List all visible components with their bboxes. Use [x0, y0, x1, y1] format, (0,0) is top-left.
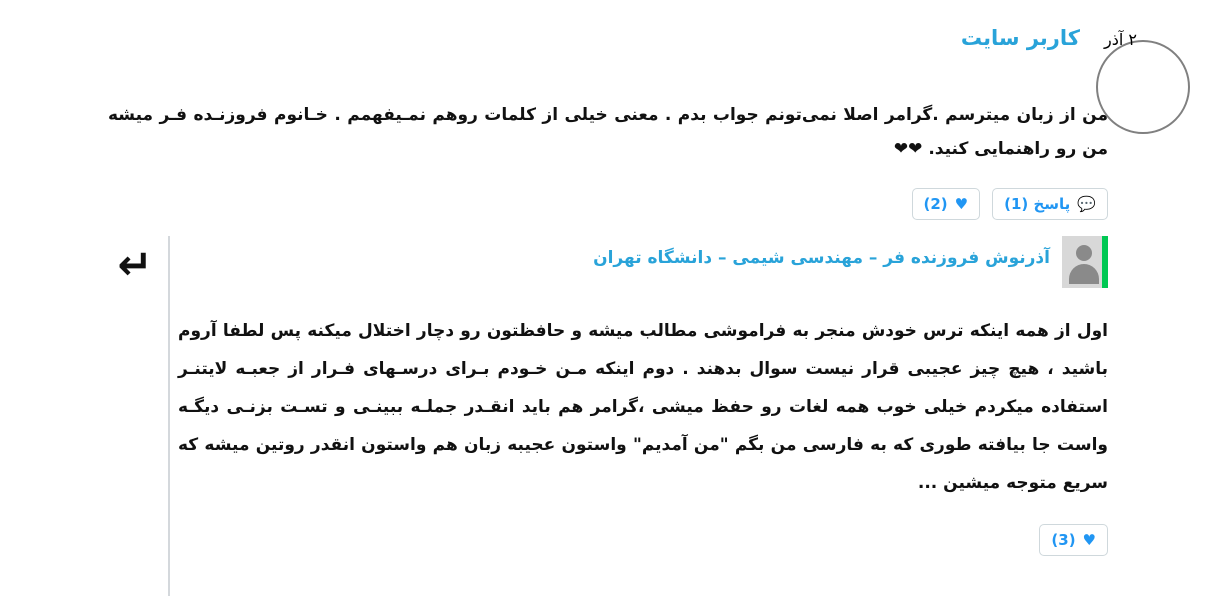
avatar-body-shape: [1069, 264, 1099, 284]
heart-icon: ♥: [1082, 530, 1096, 549]
avatar-status-bar: [1102, 236, 1108, 288]
top-comment-date: ۲ آذر: [1104, 30, 1137, 49]
top-comment-date-wrap: [1104, 30, 1204, 49]
avatar-head-shape: [1076, 245, 1092, 261]
reply-comment: [108, 232, 1108, 556]
top-comment-author: کاربر سایت: [960, 26, 1080, 50]
reply-header: [178, 232, 1108, 298]
top-comment-body: من از زبان میترسم .گرامر اصلا نمی‌تونم جواب بدم . معنی خیلی از کلمات روهم نمـیفهمم . خـانوم فروزنـده فـر میشه من رو راهنمایی کنید. ❤❤: [108, 105, 1108, 159]
user-avatar-placeholder-circle: [1096, 40, 1190, 134]
reply-actions: [178, 524, 1108, 556]
reply-button-label: پاسخ (1): [1004, 195, 1071, 213]
reply-button[interactable]: [992, 188, 1108, 220]
reply-body: اول از همه اینکه ترس خودش منجر به فراموشی مطالب میشه و حافظتون رو دچار اختلال میکنه پس لطفا آروم باشید ، هیچ چیز عجیبی قرار نیست سوال بدهند . دوم اینکه مـن خـودم بـرای درسـهای فـرار از جعبـه لایتنـر استفاده میکردم خیلی خوب همه لغات رو حفظ میشی ،گرامر هم باید انقـدر جملـه ببینـی و تسـت بزنـی دیگـه واست جا بیافته طوری که به فارسی من بگم "من آمدیم" واستون عجیبه زبان هم واستون انقدر روتین میشه که سریع متوجه میشین ...: [178, 321, 1108, 493]
thread-divider: [168, 236, 170, 596]
reply-like-button[interactable]: [1039, 524, 1108, 556]
like-button[interactable]: [912, 188, 981, 220]
comment-bubble-icon: 💬: [1077, 194, 1096, 213]
heart-icon: ♥: [954, 194, 969, 213]
user-avatar-icon: [1062, 236, 1108, 288]
reply-like-button-label: (3): [1051, 531, 1076, 549]
reply-content: [178, 232, 1108, 556]
top-comment-header: [0, 0, 1212, 100]
reply-author: آذرنوش فروزنده فر – مهندسی شیمی – دانشگاه تهران: [593, 248, 1050, 268]
reply-arrow-icon: ↵: [117, 240, 153, 289]
top-comment-actions: [912, 188, 1109, 220]
like-button-label: (2): [923, 195, 948, 213]
top-comment: [0, 0, 1212, 213]
